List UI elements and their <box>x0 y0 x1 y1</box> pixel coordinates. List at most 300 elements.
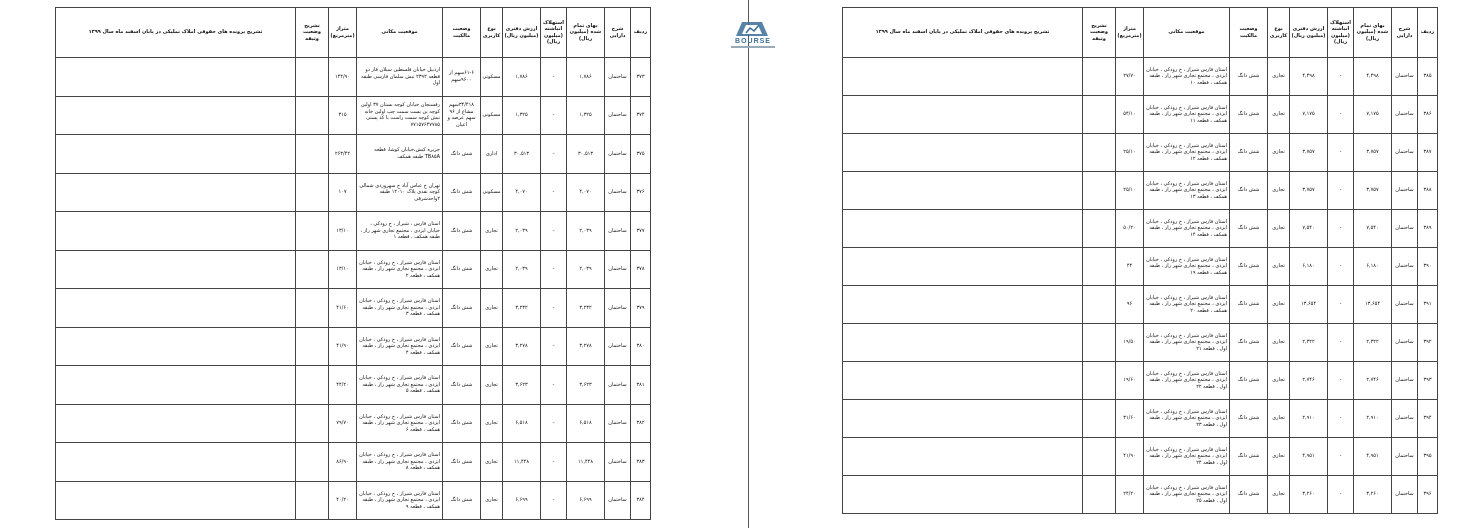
cell-book-value: ۱,۳۲۵ <box>503 96 541 135</box>
cell-asset-description: ساختمان <box>1392 58 1418 96</box>
cell-cost: ۶,۶۹۹ <box>567 481 605 520</box>
cell-area: ۱۳/۱۰ <box>329 212 357 251</box>
cell-cost: ۳,۷۵۷ <box>1354 172 1392 210</box>
cell-legal-notes <box>843 96 1083 134</box>
cell-row-number: ۳۹۶ <box>1418 476 1438 514</box>
cell-asset-description: ساختمان <box>605 289 631 328</box>
cell-ownership-status: شش دانگ <box>1230 476 1268 514</box>
header-accumulated-depreciation: استهلاک انباشته (میلیون ریال) <box>541 8 567 58</box>
cell-area: ۵۴/۱۰ <box>1116 96 1144 134</box>
cell-row-number: ۳۸۵ <box>1418 58 1438 96</box>
cell-usage-type: تجاری <box>1268 438 1290 476</box>
cell-ownership-status: شش دانگ <box>443 404 481 443</box>
cell-accumulated-depreciation: - <box>1328 438 1354 476</box>
header-area: متراژ (مترمربع) <box>1116 8 1144 58</box>
cell-area: ۲۵/۱۰ <box>1116 134 1144 172</box>
cell-legal-notes <box>56 327 296 366</box>
cell-ownership-status: شش دانگ <box>443 481 481 520</box>
cell-book-value: ۶,۱۸۰ <box>1290 248 1328 286</box>
cell-legal-notes <box>843 248 1083 286</box>
cell-asset-description: ساختمان <box>605 173 631 212</box>
table-row <box>56 173 651 212</box>
header-legal-notes: تشریح پرونده های حقوقی املاک تملیکی در پایان اسفند ماه سال ۱۳۹۹ <box>56 8 296 58</box>
table-row <box>843 172 1438 210</box>
cell-collateral-status <box>1083 286 1116 324</box>
cell-legal-notes <box>843 324 1083 362</box>
cell-location: استان فارس شیراز ، خ رودکی ، خیابان ایزدی ، مجتمع تجاری شهر راز ، طبقه همکف ، قطعه ۵ <box>357 366 443 405</box>
cell-ownership-status: شش دانگ <box>443 327 481 366</box>
cell-collateral-status <box>1083 172 1116 210</box>
cell-cost: ۲,۰۳۹ <box>567 212 605 251</box>
cell-row-number: ۳۹۳ <box>1418 362 1438 400</box>
cell-book-value: ۲,۰۳۹ <box>503 212 541 251</box>
cell-usage-type: تجاری <box>481 250 503 289</box>
cell-accumulated-depreciation: - <box>1328 210 1354 248</box>
cell-book-value: ۴,۴۹۸ <box>1290 58 1328 96</box>
cell-location: استان فارس شیراز ، خ رودکی ، خیابان ایزدی ، مجتمع تجاری شهر راز ، طبقه اول ، قطعه ۲۴ <box>1144 438 1230 476</box>
cell-asset-description: ساختمان <box>1392 134 1418 172</box>
cell-area: ۱۰۷ <box>329 173 357 212</box>
cell-cost: ۳,۲۷۸ <box>567 327 605 366</box>
cell-ownership-status: ۳۴/۴۱۸سهم مشاع از ۹۶ سهم عرصه و اعیان <box>443 96 481 135</box>
cell-book-value: ۴,۰۷۰ <box>503 173 541 212</box>
cell-collateral-status <box>1083 438 1116 476</box>
cell-row-number: ۳۸۶ <box>1418 96 1438 134</box>
header-accumulated-depreciation: استهلاک انباشته (میلیون ریال) <box>1328 8 1354 58</box>
cell-book-value: ۶,۵۱۸ <box>503 404 541 443</box>
cell-ownership-status: شش دانگ <box>1230 172 1268 210</box>
cell-legal-notes <box>56 366 296 405</box>
cell-ownership-status: ۶۱-۶سهم از ۹۶۰۰سهم <box>443 58 481 97</box>
cell-cost: ۶,۱۸۰ <box>1354 248 1392 286</box>
cell-asset-description: ساختمان <box>605 250 631 289</box>
cell-usage-type: مسکونی <box>481 173 503 212</box>
cell-ownership-status: شش دانگ <box>1230 362 1268 400</box>
cell-area: ۳۱۵ <box>329 96 357 135</box>
cell-ownership-status: شش دانگ <box>443 173 481 212</box>
cell-book-value: ۱۱,۴۴۸ <box>503 443 541 482</box>
cell-book-value: ۱,۷۸۶ <box>503 58 541 97</box>
cell-area: ۱۳/۱۰ <box>329 250 357 289</box>
table-row <box>843 58 1438 96</box>
cell-location: استان فارس شیراز ، خ رودکی ، خیابان ایزدی ، مجتمع تجاری شهر راز ، طبقه اول ، قطعه ۲۱ <box>1144 324 1230 362</box>
cell-collateral-status <box>1083 476 1116 514</box>
cell-asset-description: ساختمان <box>1392 438 1418 476</box>
cell-accumulated-depreciation: - <box>1328 172 1354 210</box>
cell-legal-notes <box>843 438 1083 476</box>
cell-accumulated-depreciation: - <box>541 212 567 251</box>
cell-legal-notes <box>843 210 1083 248</box>
table-row <box>843 286 1438 324</box>
cell-accumulated-depreciation: - <box>1328 324 1354 362</box>
table-row <box>56 58 651 97</box>
cell-usage-type: تجاری <box>1268 476 1290 514</box>
cell-collateral-status <box>296 327 329 366</box>
cell-book-value: ۳,۷۵۷ <box>1290 134 1328 172</box>
cell-usage-type: تجاری <box>1268 286 1290 324</box>
cell-usage-type: مسکونی <box>481 96 503 135</box>
cell-accumulated-depreciation: - <box>1328 362 1354 400</box>
cell-location: استان فارس شیراز ، خ رودکی ، خیابان ایزدی ، مجتمع تجاری شهر راز ، طبقه همکف ، قطعه ۳ <box>357 289 443 328</box>
cell-area: ۴۰/۲۰ <box>329 481 357 520</box>
cell-location: تهران خ عباس آباد خ سهروردی شمالی کوچه نقدی پلاک ۱۲۰۱۰ طبقه ۲واحدشرقی <box>357 173 443 212</box>
cell-book-value: ۳,۲۶۰ <box>1290 476 1328 514</box>
cell-ownership-status: شش دانگ <box>1230 96 1268 134</box>
cell-location: استان فارس شیراز ، خ رودکی ، خیابان ایزدی ، مجتمع تجاری شهر راز ، طبقه همکف ، قطعه ۱۴ <box>1144 210 1230 248</box>
cell-ownership-status: شش دانگ <box>443 289 481 328</box>
cell-legal-notes <box>843 476 1083 514</box>
header-usage-type: نوع کاربری <box>1268 8 1290 58</box>
logo-underline <box>731 46 775 48</box>
cell-row-number: ۳۸۹ <box>1418 210 1438 248</box>
cell-area: ۱۹/۵۰ <box>1116 324 1144 362</box>
cell-accumulated-depreciation: - <box>1328 96 1354 134</box>
cell-collateral-status <box>296 289 329 328</box>
cell-legal-notes <box>843 400 1083 438</box>
cell-accumulated-depreciation: - <box>1328 134 1354 172</box>
cell-legal-notes <box>843 286 1083 324</box>
cell-usage-type: تجاری <box>1268 172 1290 210</box>
cell-location: استان فارس شیراز ، خ رودکی ، خیابان ایزدی ، مجتمع تجاری شهر راز ، طبقه همکف ، قطعه ۲۰ <box>1144 286 1230 324</box>
cell-area: ۴۱/۶۰ <box>329 289 357 328</box>
cell-legal-notes <box>56 289 296 328</box>
cell-location: استان فارس شیراز ، خ رودکی ، خیابان ایزدی ، مجتمع تجاری شهر راز ، طبقه همکف ، قطعه ۱۰ <box>1144 58 1230 96</box>
cell-usage-type: مسکونی <box>481 58 503 97</box>
table-row <box>843 134 1438 172</box>
cell-asset-description: ساختمان <box>1392 210 1418 248</box>
cell-collateral-status <box>296 481 329 520</box>
cell-area: ۵۰/۲۰ <box>1116 210 1144 248</box>
cell-cost: ۶,۵۱۸ <box>567 404 605 443</box>
cell-usage-type: تجاری <box>1268 248 1290 286</box>
cell-row-number: ۳۸۱ <box>631 366 651 405</box>
cell-cost: ۴,۴۹۸ <box>1354 58 1392 96</box>
cell-row-number: ۳۸۴ <box>631 481 651 520</box>
table-row <box>843 210 1438 248</box>
cell-row-number: ۳۹۰ <box>1418 248 1438 286</box>
cell-book-value: ۱۳,۶۵۴ <box>1290 286 1328 324</box>
cell-collateral-status <box>1083 58 1116 96</box>
cell-row-number: ۳۷۳ <box>631 58 651 97</box>
table-row <box>56 289 651 328</box>
cell-asset-description: ساختمان <box>605 481 631 520</box>
cell-area: ۲۷/۷۰ <box>1116 58 1144 96</box>
cell-asset-description: ساختمان <box>605 212 631 251</box>
cell-legal-notes <box>56 443 296 482</box>
cell-asset-description: ساختمان <box>1392 324 1418 362</box>
cell-accumulated-depreciation: - <box>541 58 567 97</box>
header-collateral-status: تشریح وضعیت وثیقه <box>1083 8 1116 58</box>
cell-usage-type: تجاری <box>481 289 503 328</box>
cell-cost: ۱۱,۴۴۸ <box>567 443 605 482</box>
cell-legal-notes <box>56 481 296 520</box>
cell-row-number: ۳۹۵ <box>1418 438 1438 476</box>
cell-accumulated-depreciation: - <box>541 481 567 520</box>
header-book-value: ارزش دفتری (میلیون ریال) <box>1290 8 1328 58</box>
cell-row-number: ۳۹۱ <box>1418 286 1438 324</box>
cell-cost: ۲,۹۱۰ <box>1354 400 1392 438</box>
cell-area: ۲۴/۲۰ <box>1116 476 1144 514</box>
cell-cost: ۳,۲۳۲ <box>567 289 605 328</box>
cell-collateral-status <box>1083 400 1116 438</box>
cell-usage-type: تجاری <box>481 481 503 520</box>
cell-cost: ۳,۲۶۰ <box>1354 476 1392 514</box>
cell-collateral-status <box>1083 324 1116 362</box>
cell-row-number: ۳۷۹ <box>631 289 651 328</box>
cell-book-value: ۳۰,۵۱۳ <box>503 135 541 174</box>
cell-row-number: ۳۸۷ <box>1418 134 1438 172</box>
cell-asset-description: ساختمان <box>1392 172 1418 210</box>
cell-book-value: ۲,۹۱۰ <box>1290 400 1328 438</box>
cell-collateral-status <box>1083 134 1116 172</box>
cell-location: استان فارس شیراز ، خ رودکی ، خیابان ایزدی ، مجتمع تجاری شهر راز ، طبقه همکف ، قطعه ۱۳ <box>1144 172 1230 210</box>
cell-location: استان فارس شیراز ، خ رودکی ، خیابان ایزدی ، مجتمع تجاری شهر راز ، طبقه اول ، قطعه ۲۲ <box>1144 362 1230 400</box>
cell-area: ۳۱/۶۰ <box>1116 400 1144 438</box>
cell-area: ۲۵/۱۰ <box>1116 172 1144 210</box>
cell-asset-description: ساختمان <box>605 443 631 482</box>
cell-ownership-status: شش دانگ <box>443 135 481 174</box>
cell-legal-notes <box>843 134 1083 172</box>
table-row <box>56 327 651 366</box>
cell-location: استان فارس شیراز ، خ رودکی ، خیابان ایزدی ، مجتمع تجاری شهر راز ، طبقه همکف ، قطعه ۱۲ <box>1144 134 1230 172</box>
cell-usage-type: تجاری <box>481 327 503 366</box>
header-legal-notes: تشریح پرونده های حقوقی املاک تملیکی در پایان اسفند ماه سال ۱۳۹۹ <box>843 8 1083 58</box>
cell-location: استان فارس شیراز ، خ رودکی ، خیابان ایزدی ، مجتمع تجاری شهر راز ، طبقه همکف ، قطعه ۸ <box>357 443 443 482</box>
cell-ownership-status: شش دانگ <box>1230 134 1268 172</box>
cell-usage-type: تجاری <box>1268 324 1290 362</box>
cell-legal-notes <box>843 362 1083 400</box>
cell-location: استان فارس شیراز ، خ رودکی ، خیابان ایزدی ، مجتمع تجاری شهر راز ، طبقه همکف ، قطعه ۶ <box>357 404 443 443</box>
cell-cost: ۱۳,۶۵۴ <box>1354 286 1392 324</box>
cell-legal-notes <box>56 135 296 174</box>
cell-collateral-status <box>296 173 329 212</box>
right-page-table <box>842 7 1438 514</box>
header-area: متراژ (مترمربع) <box>329 8 357 58</box>
cell-collateral-status <box>1083 210 1116 248</box>
cell-book-value: ۲,۷۴۶ <box>1290 362 1328 400</box>
cell-collateral-status <box>296 250 329 289</box>
cell-ownership-status: شش دانگ <box>443 250 481 289</box>
cell-accumulated-depreciation: - <box>1328 286 1354 324</box>
table-row <box>56 212 651 251</box>
cell-area: ۴۱/۹۰ <box>1116 438 1144 476</box>
cell-asset-description: ساختمان <box>1392 96 1418 134</box>
cell-cost: ۴,۰۷۰ <box>567 173 605 212</box>
table-row <box>843 248 1438 286</box>
cell-asset-description: ساختمان <box>605 135 631 174</box>
header-book-value: ارزش دفتری (میلیون ریال) <box>503 8 541 58</box>
cell-row-number: ۳۹۴ <box>1418 400 1438 438</box>
header-row-number: ردیف <box>631 8 651 58</box>
cell-book-value: ۷,۵۴۰ <box>1290 210 1328 248</box>
cell-usage-type: تجاری <box>1268 210 1290 248</box>
cell-area: ۹۶ <box>1116 286 1144 324</box>
cell-location: رفسنجان خیابان کوچه بستان ۳۷ اولین کوچه بن بست سمت چپ اولین خانه نبش کوچه سمت راست با کد پستی ۷۷۱۵۷۶۴۷۷۸۵ <box>357 96 443 135</box>
cell-collateral-status <box>296 443 329 482</box>
cell-cost: ۳,۶۲۳ <box>567 366 605 405</box>
cell-ownership-status: شش دانگ <box>1230 438 1268 476</box>
cell-row-number: ۳۸۸ <box>1418 172 1438 210</box>
table-body <box>56 58 651 520</box>
table-row <box>843 400 1438 438</box>
cell-ownership-status: شش دانگ <box>1230 400 1268 438</box>
cell-legal-notes <box>56 212 296 251</box>
cell-location: استان فارس شیراز ، خ رودکی ، خیابان ایزدی ، مجتمع تجاری شهر راز ، طبقه همکف ، قطعه ۲ <box>357 250 443 289</box>
table-row <box>843 476 1438 514</box>
cell-book-value: ۲,۳۲۲ <box>1290 324 1328 362</box>
cell-cost: ۲,۷۴۶ <box>1354 362 1392 400</box>
cell-book-value: ۶,۶۹۹ <box>503 481 541 520</box>
cell-cost: ۷,۱۷۵ <box>1354 96 1392 134</box>
cell-row-number: ۳۹۲ <box>1418 324 1438 362</box>
cell-legal-notes <box>843 58 1083 96</box>
cell-book-value: ۲,۰۳۹ <box>503 250 541 289</box>
page-divider <box>748 0 749 528</box>
cell-ownership-status: شش دانگ <box>443 366 481 405</box>
cell-usage-type: تجاری <box>1268 58 1290 96</box>
cell-accumulated-depreciation: - <box>541 289 567 328</box>
cell-asset-description: ساختمان <box>605 404 631 443</box>
cell-accumulated-depreciation: - <box>541 173 567 212</box>
cell-cost: ۱,۳۲۵ <box>567 96 605 135</box>
cell-row-number: ۳۷۴ <box>631 96 651 135</box>
cell-book-value: ۴,۹۵۱ <box>1290 438 1328 476</box>
cell-usage-type: تجاری <box>1268 134 1290 172</box>
cell-accumulated-depreciation: - <box>541 135 567 174</box>
cell-location: استان فارس شیراز ، خ رودکی ، خیابان ایزدی ، مجتمع تجاری شهر راز ، طبقه اول ، قطعه ۲۳ <box>1144 400 1230 438</box>
cell-ownership-status: شش دانگ <box>1230 210 1268 248</box>
logo-text: BOURSE <box>735 38 771 45</box>
cell-ownership-status: شش دانگ <box>1230 248 1268 286</box>
cell-collateral-status <box>1083 248 1116 286</box>
cell-usage-type: اداری <box>481 135 503 174</box>
header-row-number: ردیف <box>1418 8 1438 58</box>
cell-asset-description: ساختمان <box>1392 476 1418 514</box>
cell-area: ۲۶۳/۴۲ <box>329 135 357 174</box>
cell-row-number: ۳۷۷ <box>631 212 651 251</box>
cell-row-number: ۳۸۳ <box>631 443 651 482</box>
cell-usage-type: تجاری <box>1268 400 1290 438</box>
cell-area: ۴۴/۲۰ <box>329 366 357 405</box>
cell-area: ۱۴۴/۹۰ <box>329 58 357 97</box>
cell-cost: ۲,۰۳۹ <box>567 250 605 289</box>
cell-asset-description: ساختمان <box>1392 362 1418 400</box>
cell-location: استان فارس شیراز ، خ رودکی ، خیابان ایزدی ، مجتمع تجاری شهر راز ، طبقه اول ، قطعه ۲۵ <box>1144 476 1230 514</box>
table-header-row <box>843 8 1438 58</box>
table-row <box>56 135 651 174</box>
cell-cost: ۳۰,۵۱۳ <box>567 135 605 174</box>
table-row <box>56 404 651 443</box>
table-header-row <box>56 8 651 58</box>
cell-location: استان فارس ، شیراز ، خ رودکی ، خیابان ایزدی ، مجتمع تجاری شهر راز ، طبقه همکف ، قطعه ۱ <box>357 212 443 251</box>
cell-area: ۸۶/۹۰ <box>329 443 357 482</box>
cell-book-value: ۳,۲۳۲ <box>503 289 541 328</box>
cell-ownership-status: شش دانگ <box>1230 58 1268 96</box>
cell-asset-description: ساختمان <box>605 58 631 97</box>
cell-accumulated-depreciation: - <box>1328 248 1354 286</box>
table-row <box>56 250 651 289</box>
cell-legal-notes <box>56 96 296 135</box>
cell-accumulated-depreciation: - <box>541 327 567 366</box>
table-row <box>56 96 651 135</box>
cell-usage-type: تجاری <box>481 212 503 251</box>
cell-usage-type: تجاری <box>1268 362 1290 400</box>
header-cost: بهای تمام شده (میلیون ریال) <box>1354 8 1392 58</box>
cell-row-number: ۳۷۶ <box>631 173 651 212</box>
cell-row-number: ۳۷۸ <box>631 250 651 289</box>
cell-area: ۷۹/۷۰ <box>329 404 357 443</box>
cell-legal-notes <box>56 250 296 289</box>
cell-usage-type: تجاری <box>481 404 503 443</box>
header-ownership-status: وضعیت مالکیت <box>1230 8 1268 58</box>
cell-accumulated-depreciation: - <box>541 404 567 443</box>
cell-book-value: ۳,۷۵۷ <box>1290 172 1328 210</box>
cell-accumulated-depreciation: - <box>541 366 567 405</box>
table-body <box>843 58 1438 514</box>
cell-collateral-status <box>1083 362 1116 400</box>
cell-usage-type: تجاری <box>481 366 503 405</box>
header-collateral-status: تشریح وضعیت وثیقه <box>296 8 329 58</box>
left-page-table <box>55 7 651 520</box>
cell-accumulated-depreciation: - <box>1328 400 1354 438</box>
cell-ownership-status: شش دانگ <box>443 212 481 251</box>
cell-asset-description: ساختمان <box>1392 286 1418 324</box>
cell-accumulated-depreciation: - <box>541 443 567 482</box>
cell-area: ۴۴ <box>1116 248 1144 286</box>
cell-book-value: ۷,۱۷۵ <box>1290 96 1328 134</box>
table-row <box>56 481 651 520</box>
cell-collateral-status <box>296 135 329 174</box>
cell-location: استان فارس شیراز ، خ رودکی ، خیابان ایزدی ، مجتمع تجاری شهر راز ، طبقه همکف ، قطعه ۱۱ <box>1144 96 1230 134</box>
header-ownership-status: وضعیت مالکیت <box>443 8 481 58</box>
header-usage-type: نوع کاربری <box>481 8 503 58</box>
cell-accumulated-depreciation: - <box>1328 476 1354 514</box>
cell-area: ۴۱/۹۰ <box>329 327 357 366</box>
cell-asset-description: ساختمان <box>1392 248 1418 286</box>
cell-collateral-status <box>1083 96 1116 134</box>
cell-collateral-status <box>296 212 329 251</box>
cell-accumulated-depreciation: - <box>541 96 567 135</box>
cell-cost: ۷,۵۴۰ <box>1354 210 1392 248</box>
cell-usage-type: تجاری <box>1268 96 1290 134</box>
header-location: موقعیت مکانی <box>1144 8 1230 58</box>
cell-location: اردبیل خیابان فلسطین سبلان فاز دو قطعه ۲۳۹۲ نبش سلمان فارسی طبقه اول <box>357 58 443 97</box>
table-row <box>843 362 1438 400</box>
cell-legal-notes <box>56 404 296 443</box>
table-row <box>56 366 651 405</box>
table-row <box>843 96 1438 134</box>
cell-legal-notes <box>843 172 1083 210</box>
table-row <box>56 443 651 482</box>
header-cost: بهای تمام شده (میلیون ریال) <box>567 8 605 58</box>
cell-asset-description: ساختمان <box>1392 400 1418 438</box>
cell-accumulated-depreciation: - <box>541 250 567 289</box>
table-row <box>843 438 1438 476</box>
cell-location: استان فارس شیراز ، خ رودکی ، خیابان ایزدی ، مجتمع تجاری شهر راز ، طبقه همکف ، قطعه ۹ <box>357 481 443 520</box>
cell-collateral-status <box>296 366 329 405</box>
cell-accumulated-depreciation: - <box>1328 58 1354 96</box>
cell-legal-notes <box>56 58 296 97</box>
cell-cost: ۲,۳۲۲ <box>1354 324 1392 362</box>
cell-legal-notes <box>56 173 296 212</box>
cell-asset-description: ساختمان <box>605 96 631 135</box>
cell-ownership-status: شش دانگ <box>443 443 481 482</box>
cell-area: ۱۹/۶۰ <box>1116 362 1144 400</box>
cell-ownership-status: شش دانگ <box>1230 286 1268 324</box>
cell-row-number: ۳۷۵ <box>631 135 651 174</box>
cell-book-value: ۳,۲۷۸ <box>503 327 541 366</box>
header-location: موقعیت مکانی <box>357 8 443 58</box>
